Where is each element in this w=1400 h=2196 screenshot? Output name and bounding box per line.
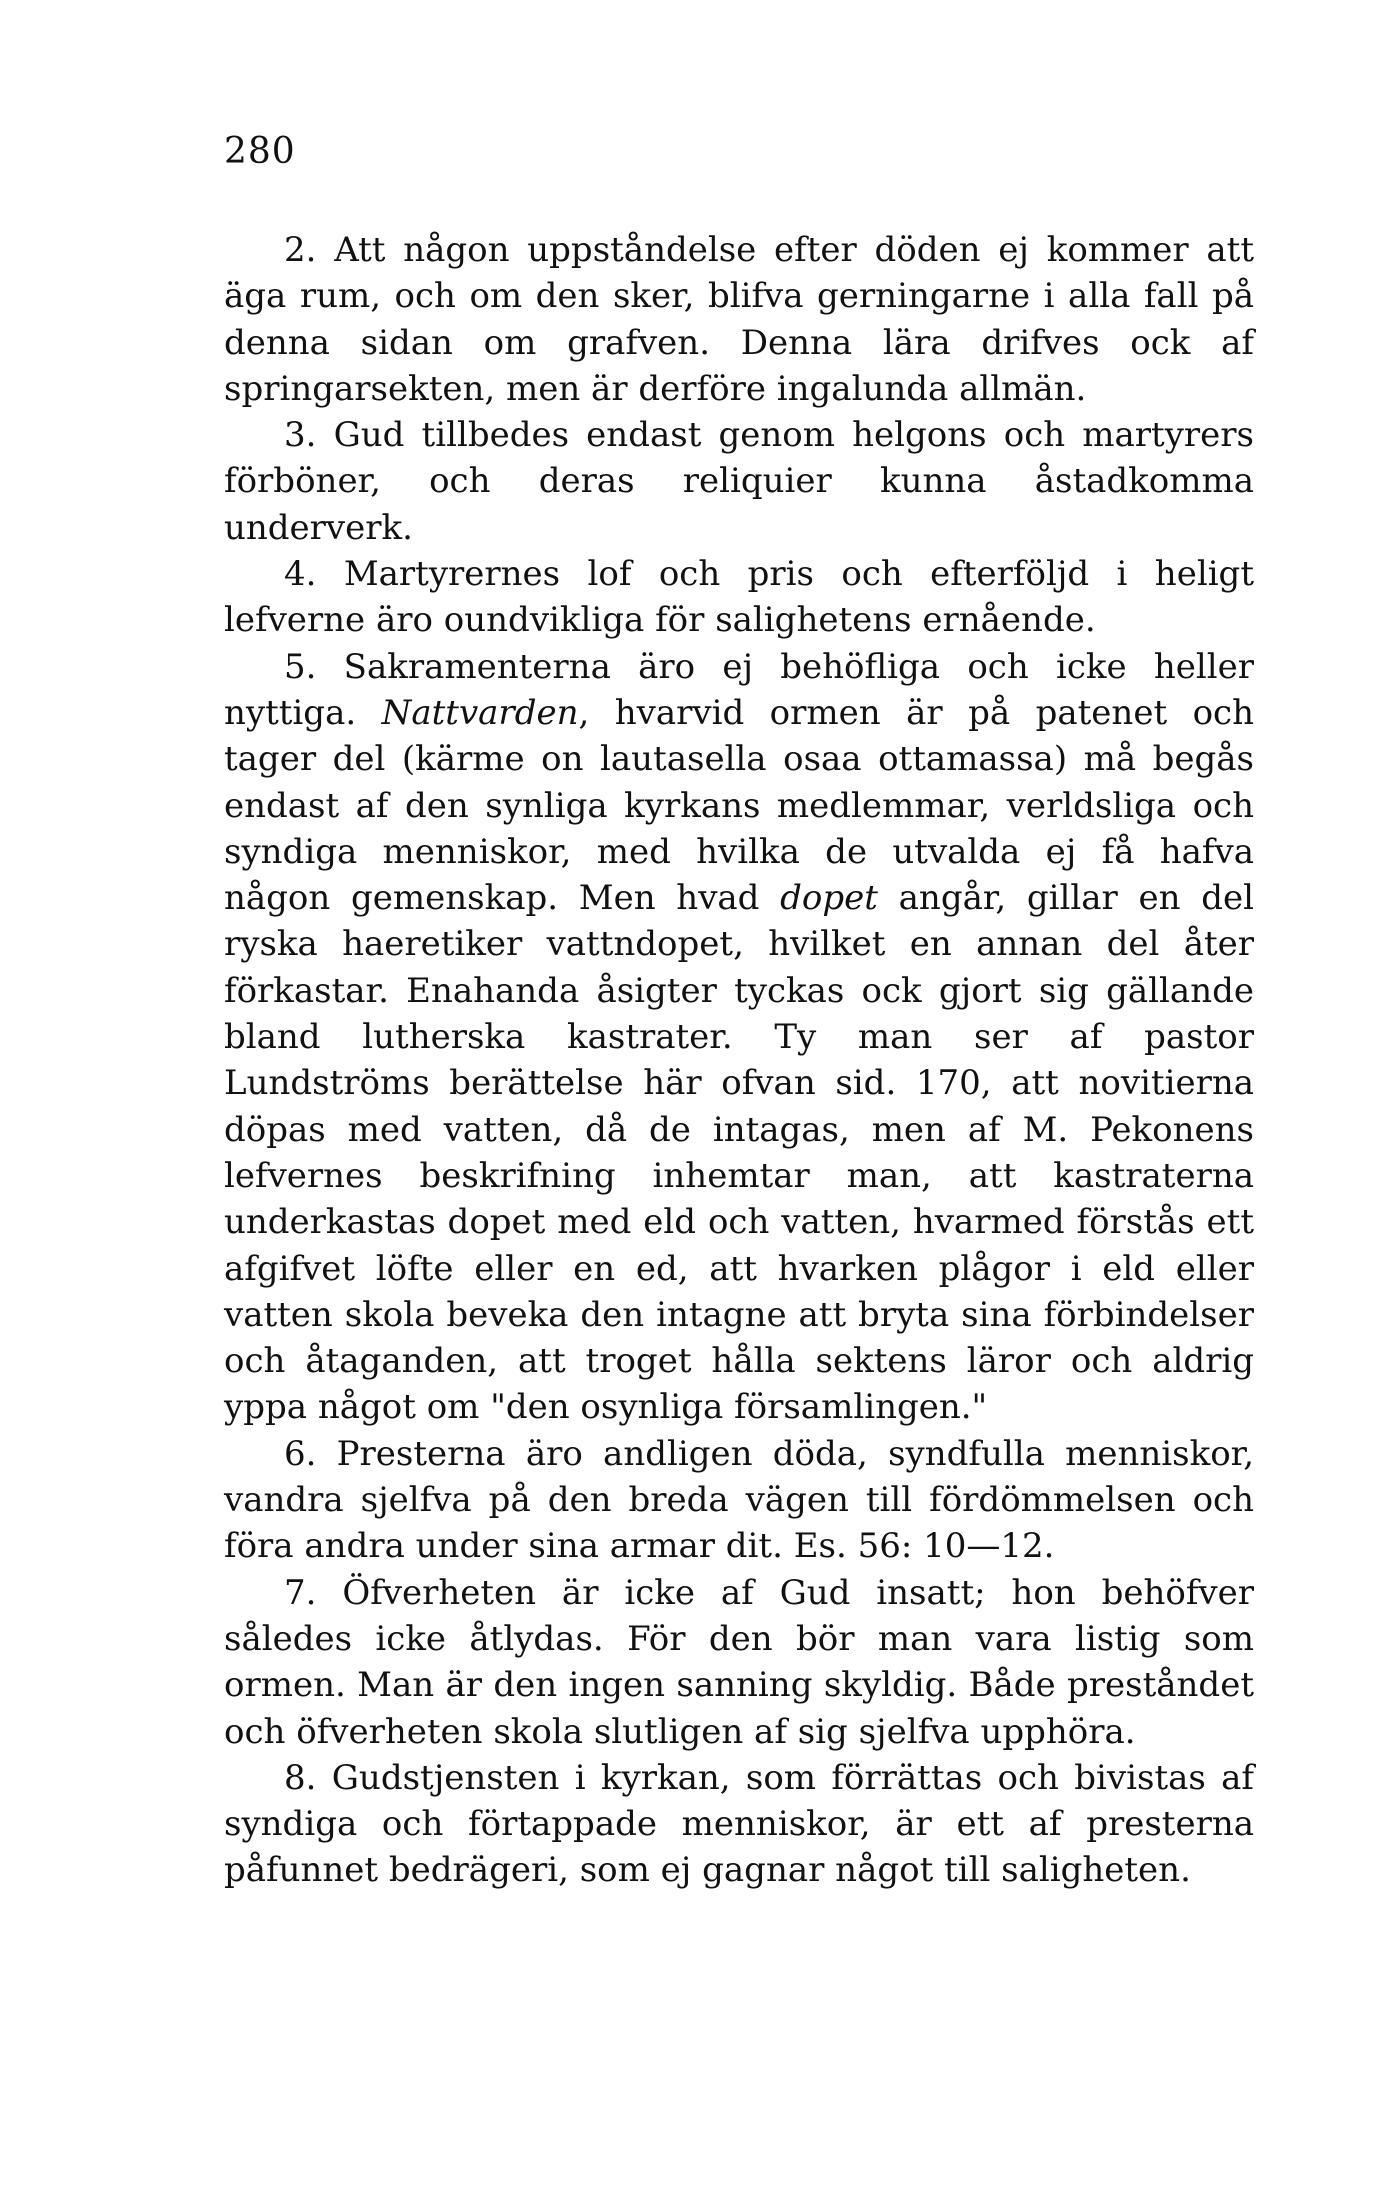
paragraph-item-2: 2. Att någon uppståndelse efter döden ej kommer att äga rum, och om den sker, blifva gerningarne i alla fall på denna sidan om grafven. Denna lära drifves ock af springarsekten, men är derföre ingalunda allmän. — [224, 230, 1254, 409]
paragraph-item-5 — [224, 644, 1254, 1431]
body-text — [224, 227, 1254, 1894]
paragraph-item-6: 6. Presterna äro andligen döda, syndfulla menniskor, vandra sjelfva på den breda vägen till fördömmelsen och föra andra under sina armar dit. Es. 56: 10—12. — [224, 1433, 1254, 1567]
paragraph-item-5-text-c: angår, gillar en del ryska haeretiker vattndopet, hvilket en annan del åter förkastar. Enahanda åsigter tyckas ock gjort sig gällande bland lutherska kastrater. Ty man ser af pastor Lundströms berättelse här ofvan sid. 170, att novitierna döpas med vatten, då de intagas, men af M. Pekonens lefvernes beskrifning inhemtar man, att kastraterna underkastas dopet med eld och vatten, hvarmed förstås ett afgifvet löfte eller en ed, att hvarken plågor i eld eller vatten skola beveka den intagne att bryta sina förbindelser och åtaganden, att troget hålla sektens läror och aldrig yppa något om "den osynliga församlingen." — [224, 878, 1255, 1428]
paragraph-item-5-text-b: , hvarvid ormen är på patenet och tager del (kärme on lautasella osaa ottamassa) må begås endast af den synliga kyrkans medlemmar, verldsliga och syndiga menniskor, med hvilka de utvalda ej få hafva någon gemenskap. Men hvad — [224, 692, 1254, 919]
paragraph-item-5-text-a: 5. Sakramenterna äro ej behöfliga och icke heller nyttiga. — [224, 646, 1254, 733]
dopet-italic: dopet — [780, 878, 878, 919]
nattvarden-italic: Nattvarden — [381, 692, 579, 733]
paragraph-item-7: 7. Öfverheten är icke af Gud insatt; hon behöfver således icke åtlydas. För den bör man vara listig som ormen. Man är den ingen sanning skyldig. Både preståndet och öfverheten skola slutligen af sig sjelfva upphöra. — [224, 1572, 1254, 1752]
paragraph-item-4: 4. Martyrernes lof och pris och efterföljd i heligt lefverne äro oundvikliga för salighetens ernående. — [224, 554, 1254, 641]
paragraph-item-3: 3. Gud tillbedes endast genom helgons och martyrers förböner, och deras reliquier kunna åstadkomma underverk. — [224, 415, 1254, 548]
page-number: 280 — [224, 131, 296, 172]
paragraph-item-8: 8. Gudstjensten i kyrkan, som förrättas och bivistas af syndiga och förtappade menniskor, är ett af presterna påfunnet bedrägeri, som ej gagnar något till saligheten. — [224, 1757, 1254, 1891]
